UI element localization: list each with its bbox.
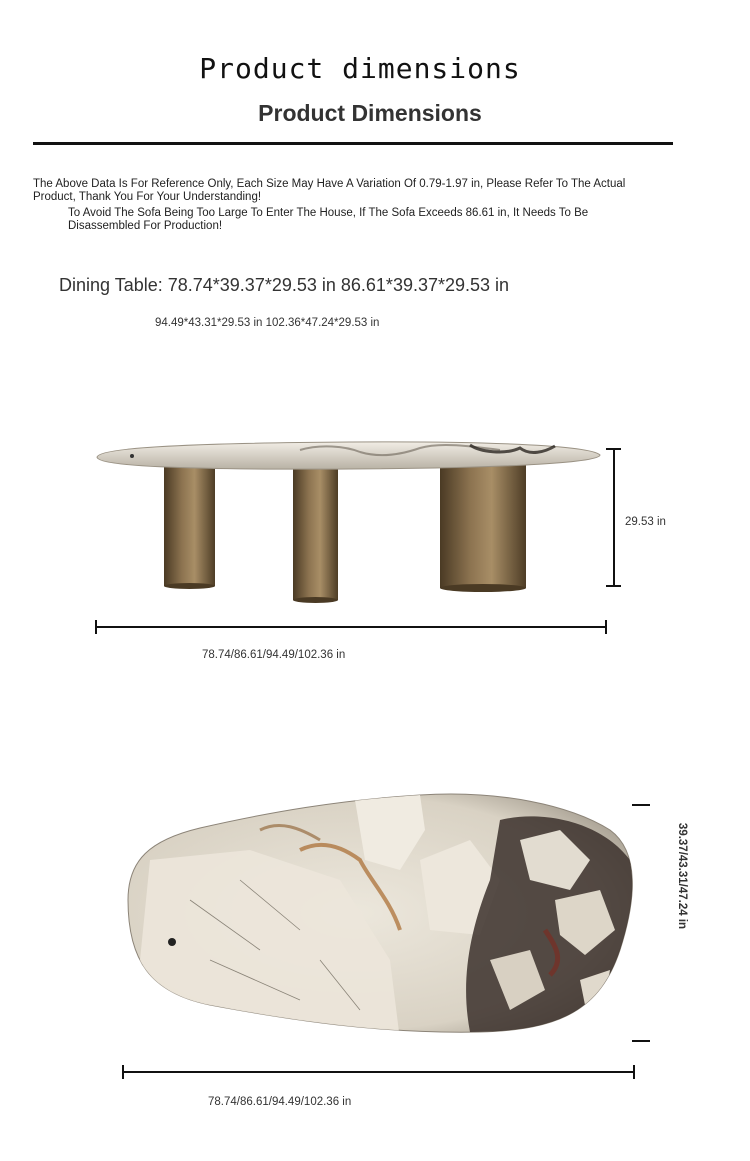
- disassembly-note: To Avoid The Sofa Being Too Large To Enter The House, If The Sofa Exceeds 86.61 in, It Needs To Be Disassembled For Production!: [68, 207, 589, 232]
- height-label: 29.53 in: [625, 516, 666, 528]
- height-dimension: [606, 449, 621, 586]
- width-dimension: [632, 805, 650, 1041]
- table-side-view: [97, 442, 600, 603]
- table-leg-left: [164, 462, 215, 586]
- top-length-dimension: [123, 1065, 634, 1079]
- side-length-label: 78.74/86.61/94.49/102.36 in: [202, 649, 346, 661]
- width-label: 39.37/43.31/47.24 in: [676, 822, 688, 930]
- reference-note: The Above Data Is For Reference Only, Each Size May Have A Variation Of 0.79-1.97 in, Please Refer To The Actual Product, Thank You For Your Understanding!: [33, 178, 626, 203]
- handwritten-title: Product dimensions: [199, 52, 521, 85]
- table-top-view: [128, 794, 632, 1040]
- table-leg-right: [440, 464, 526, 588]
- table-top-side: [97, 442, 600, 469]
- top-length-label: 78.74/86.61/94.49/102.36 in: [208, 1096, 352, 1108]
- dining-table-sizes: Dining Table: 78.74*39.37*29.53 in 86.61*39.37*29.53 in: [59, 275, 510, 295]
- table-leg-middle: [293, 466, 338, 600]
- side-length-dimension: [96, 620, 606, 634]
- page-title: Product Dimensions: [258, 100, 482, 126]
- additional-sizes: 94.49*43.31*29.53 in 102.36*47.24*29.53 in: [155, 317, 380, 329]
